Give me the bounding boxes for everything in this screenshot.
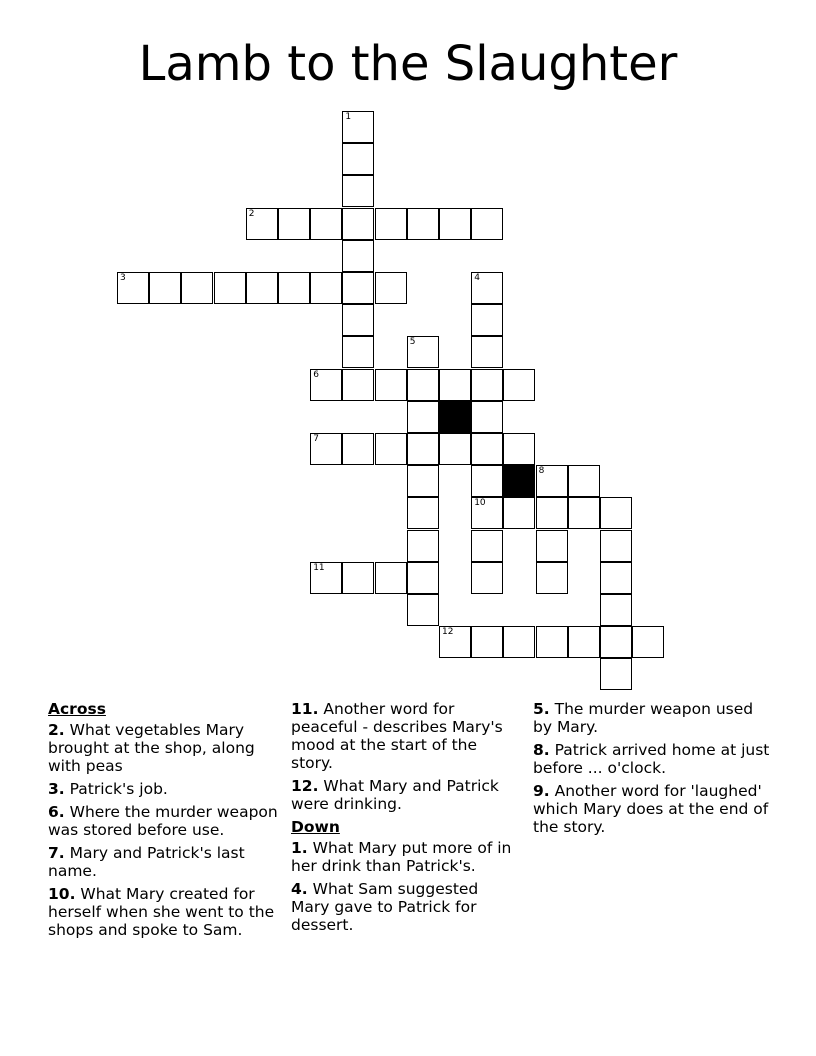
grid-cell[interactable] — [632, 626, 664, 658]
clue-text: What vegetables Mary brought at the shop, along with peas — [48, 721, 255, 775]
clue-number-label: 9. — [533, 782, 550, 800]
clues-column-2 — [291, 700, 521, 939]
grid-cell[interactable] — [600, 497, 632, 529]
clue-number: 11 — [313, 562, 325, 573]
clue-item — [291, 880, 521, 934]
grid-cell[interactable] — [407, 401, 439, 433]
clue-text: Patrick arrived home at just before ... o'clock. — [533, 741, 770, 777]
clue-item — [291, 839, 521, 875]
clue-text: Another word for peaceful - describes Mary's mood at the start of the story. — [291, 700, 503, 772]
grid-cell[interactable] — [342, 175, 374, 207]
grid-cell[interactable] — [342, 111, 374, 143]
grid-cell[interactable] — [471, 497, 503, 529]
grid-cell[interactable] — [342, 336, 374, 368]
clue-number: 10 — [474, 498, 486, 509]
grid-cell[interactable] — [310, 369, 342, 401]
clue-text: Patrick's job. — [64, 780, 168, 798]
grid-cell[interactable] — [342, 240, 374, 272]
grid-cell[interactable] — [600, 658, 632, 690]
grid-cell[interactable] — [342, 369, 374, 401]
grid-cell[interactable] — [407, 369, 439, 401]
clue-item — [291, 777, 521, 813]
clue-number-label: 12. — [291, 777, 319, 795]
clue-number: 8 — [538, 466, 545, 477]
grid-cell[interactable] — [600, 626, 632, 658]
grid-cell[interactable] — [375, 562, 407, 594]
grid-cell[interactable] — [310, 562, 342, 594]
clue-number: 1 — [345, 112, 352, 122]
grid-cell[interactable] — [342, 143, 374, 175]
clue-text: The murder weapon used by Mary. — [533, 700, 754, 736]
clue-item — [48, 721, 284, 775]
down-heading: Down — [291, 818, 340, 836]
grid-cell[interactable] — [407, 336, 439, 368]
clue-text: Where the murder weapon was stored before use. — [48, 803, 278, 839]
grid-cell[interactable] — [246, 272, 278, 304]
clue-number-label: 3. — [48, 780, 65, 798]
blocked-cell — [439, 401, 471, 433]
clue-text: Mary and Patrick's last name. — [48, 844, 245, 880]
grid-cell[interactable] — [407, 594, 439, 626]
grid-cell[interactable] — [439, 433, 471, 465]
grid-cell[interactable] — [439, 626, 471, 658]
clue-number: 7 — [313, 434, 319, 444]
grid-cell[interactable] — [471, 304, 503, 336]
clue-number-label: 1. — [291, 839, 308, 857]
grid-cell[interactable] — [310, 433, 342, 465]
grid-cell[interactable] — [471, 208, 503, 240]
clue-number-label: 10. — [48, 885, 76, 903]
grid-cell[interactable] — [439, 208, 471, 240]
grid-cell[interactable] — [471, 530, 503, 562]
grid-cell[interactable] — [375, 208, 407, 240]
grid-cell[interactable] — [471, 626, 503, 658]
grid-cell[interactable] — [471, 562, 503, 594]
grid-cell[interactable] — [503, 626, 535, 658]
clue-item — [533, 782, 773, 836]
grid-cell[interactable] — [439, 369, 471, 401]
clue-text: What Mary and Patrick were drinking. — [291, 777, 499, 813]
clue-text: What Mary created for herself when she went to the shops and spoke to Sam. — [48, 885, 275, 939]
grid-cell[interactable] — [375, 369, 407, 401]
grid-cell[interactable] — [536, 562, 568, 594]
grid-cell[interactable] — [407, 530, 439, 562]
grid-cell[interactable] — [117, 272, 149, 304]
grid-cell[interactable] — [407, 497, 439, 529]
grid-cell[interactable] — [342, 562, 374, 594]
grid-cell[interactable] — [536, 626, 568, 658]
grid-cell[interactable] — [342, 433, 374, 465]
grid-cell[interactable] — [568, 465, 600, 497]
grid-cell[interactable] — [342, 304, 374, 336]
grid-cell[interactable] — [181, 272, 213, 304]
grid-cell[interactable] — [568, 497, 600, 529]
grid-cell[interactable] — [407, 465, 439, 497]
grid-cell[interactable] — [342, 272, 374, 304]
clue-item — [48, 803, 284, 839]
grid-cell[interactable] — [471, 401, 503, 433]
grid-cell[interactable] — [568, 626, 600, 658]
grid-cell[interactable] — [471, 465, 503, 497]
clue-number-label: 5. — [533, 700, 550, 718]
grid-cell[interactable] — [342, 208, 374, 240]
grid-cell[interactable] — [600, 530, 632, 562]
blocked-cell — [503, 465, 535, 497]
across-heading: Across — [48, 700, 106, 718]
grid-cell[interactable] — [471, 369, 503, 401]
down-clue-list — [291, 839, 521, 934]
across-clue-list-continued — [291, 700, 521, 813]
grid-cell[interactable] — [310, 208, 342, 240]
clue-number: 4 — [474, 273, 480, 283]
grid-cell[interactable] — [600, 594, 632, 626]
clues-column-3 — [533, 700, 773, 841]
grid-cell[interactable] — [471, 336, 503, 368]
grid-cell[interactable] — [600, 562, 632, 594]
clue-text: Another word for 'laughed' which Mary does at the end of the story. — [533, 782, 769, 836]
clue-item — [48, 885, 284, 939]
clue-number: 6 — [313, 369, 319, 380]
grid-cell[interactable] — [407, 208, 439, 240]
clue-number-label: 7. — [48, 844, 65, 862]
grid-cell[interactable] — [503, 369, 535, 401]
grid-cell[interactable] — [471, 272, 503, 304]
clue-item — [533, 741, 773, 777]
grid-cell[interactable] — [471, 433, 503, 465]
puzzle-title: Lamb to the Slaughter — [138, 36, 678, 92]
grid-cell[interactable] — [375, 433, 407, 465]
clue-number-label: 6. — [48, 803, 65, 821]
clue-item — [48, 780, 284, 798]
grid-cell[interactable] — [503, 497, 535, 529]
clue-number: 5 — [409, 337, 416, 348]
grid-cell[interactable] — [536, 530, 568, 562]
grid-cell[interactable] — [407, 433, 439, 465]
grid-cell[interactable] — [310, 272, 342, 304]
grid-cell[interactable] — [536, 465, 568, 497]
clue-number-label: 4. — [291, 880, 308, 898]
clue-number: 12 — [442, 627, 454, 638]
down-clue-list-continued — [533, 700, 773, 836]
grid-cell[interactable] — [246, 208, 278, 240]
clue-item — [291, 700, 521, 772]
grid-cell[interactable] — [278, 272, 310, 304]
grid-cell[interactable] — [503, 433, 535, 465]
clue-item — [533, 700, 773, 736]
clue-item — [48, 844, 284, 880]
clue-number: 3 — [120, 273, 126, 283]
grid-cell[interactable] — [536, 497, 568, 529]
clues-column-1 — [48, 700, 284, 944]
grid-cell[interactable] — [407, 562, 439, 594]
across-clue-list — [48, 721, 284, 939]
grid-cell[interactable] — [278, 208, 310, 240]
grid-cell[interactable] — [375, 272, 407, 304]
grid-cell[interactable] — [149, 272, 181, 304]
grid-cell[interactable] — [214, 272, 246, 304]
clue-text: What Mary put more of in her drink than Patrick's. — [291, 839, 512, 875]
clue-number-label: 11. — [291, 700, 319, 718]
clue-text: What Sam suggested Mary gave to Patrick for dessert. — [291, 880, 479, 934]
clue-number: 2 — [248, 208, 255, 219]
clue-number-label: 2. — [48, 721, 65, 739]
clue-number-label: 8. — [533, 741, 550, 759]
